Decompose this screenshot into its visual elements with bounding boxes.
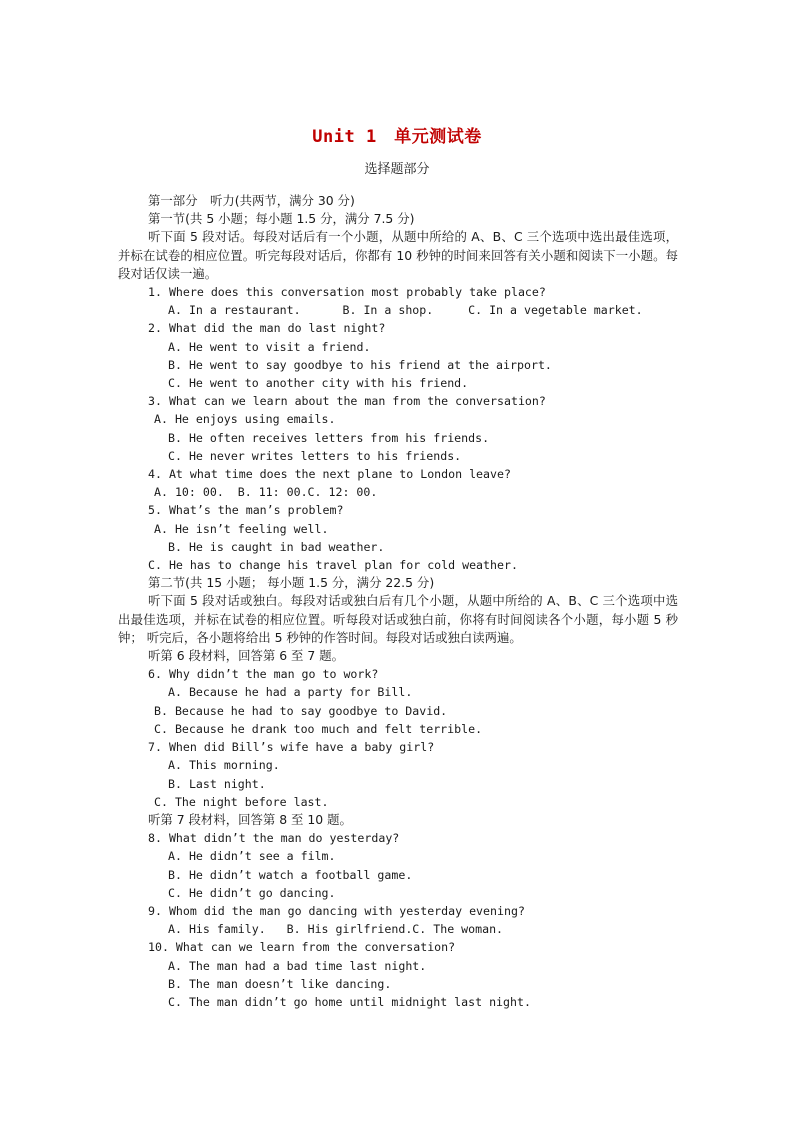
- part-heading: 第一部分 听力(共两节，满分 30 分): [148, 193, 355, 208]
- question-9-options: A. His family. B. His girlfriend.C. The woman.: [168, 922, 504, 937]
- question-8-option-a: A. He didn’t see a film.: [168, 849, 336, 864]
- question-4-options: A. 10: 00. B. 11: 00.C. 12: 00.: [154, 485, 378, 500]
- material-6-heading: 听第 6 段材料，回答第 6 至 7 题。: [148, 648, 344, 664]
- question-10-option-b: B. The man doesn’t like dancing.: [168, 976, 392, 991]
- question-2-option-b: B. He went to say goodbye to his friend at the airport.: [168, 357, 552, 372]
- question-2-option-c: C. He went to another city with his friend.: [168, 376, 469, 391]
- question-10: 10. What can we learn from the conversation?: [148, 940, 456, 955]
- question-5: 5. What’s the man’s problem?: [148, 503, 344, 518]
- question-1-options: A. In a restaurant. B. In a shop. C. In a vegetable market.: [168, 303, 643, 318]
- question-5-option-c: C. He has to change his travel plan for cold weather.: [148, 558, 518, 573]
- question-8-option-c: C. He didn’t go dancing.: [168, 885, 336, 900]
- question-5-option-a: A. He isn’t feeling well.: [154, 521, 329, 536]
- question-1: 1. Where does this conversation most probably take place?: [148, 285, 546, 300]
- page-title: Unit 1 单元测试卷: [312, 127, 482, 147]
- question-5-option-b: B. He is caught in bad weather.: [168, 539, 385, 554]
- question-8-option-b: B. He didn’t watch a football game.: [168, 867, 413, 882]
- question-6-option-b: B. Because he had to say goodbye to David.: [154, 703, 448, 718]
- question-7-option-a: A. This morning.: [168, 758, 280, 773]
- question-6-option-a: A. Because he had a party for Bill.: [168, 685, 413, 700]
- question-8: 8. What didn’t the man do yesterday?: [148, 831, 400, 846]
- section2-instructions: 听下面 5 段对话或独白。每段对话或独白后有几个小题，从题中所给的 A、B、C 三个选项中选出最佳选项，并标在试卷的相应位置。听每段对话或独白前，你将有时间阅读各个小题，每小题 5 秒钟； 听完后，各小题将给出 5 秒钟的作答时间。每段对话或独白读两遍。: [118, 593, 678, 645]
- question-4: 4. At what time does the next plane to London leave?: [148, 467, 511, 482]
- question-6-option-c: C. Because he drank too much and felt terrible.: [154, 721, 483, 736]
- question-10-option-c: C. The man didn’t go home until midnight last night.: [168, 994, 531, 1009]
- question-2-option-a: A. He went to visit a friend.: [168, 339, 371, 354]
- question-6: 6. Why didn’t the man go to work?: [148, 667, 379, 682]
- section1-heading: 第一节(共 5 小题；每小题 1.5 分，满分 7.5 分): [148, 211, 415, 227]
- question-10-option-a: A. The man had a bad time last night.: [168, 958, 427, 973]
- section2-heading: 第二节(共 15 小题； 每小题 1.5 分，满分 22.5 分): [148, 575, 435, 591]
- question-2: 2. What did the man do last night?: [148, 321, 386, 336]
- page-subtitle: 选择题部分: [364, 162, 430, 177]
- question-9: 9. Whom did the man go dancing with yesterday evening?: [148, 903, 525, 918]
- question-7: 7. When did Bill’s wife have a baby girl?: [148, 740, 435, 755]
- question-3-option-b: B. He often receives letters from his friends.: [168, 430, 490, 445]
- question-7-option-c: C. The night before last.: [154, 794, 329, 809]
- question-3-option-c: C. He never writes letters to his friends.: [168, 448, 462, 463]
- question-7-option-b: B. Last night.: [168, 776, 266, 791]
- exam-body: [118, 192, 678, 1011]
- section1-instructions: 听下面 5 段对话。每段对话后有一个小题，从题中所给的 A、B、C 三个选项中选出最佳选项，并标在试卷的相应位置。听完每段对话后，你都有 10 秒钟的时间来回答有关小题和阅读下一小题。每段对话仅读一遍。: [118, 229, 678, 281]
- question-3: 3. What can we learn about the man from the conversation?: [148, 394, 546, 409]
- material-7-heading: 听第 7 段材料，回答第 8 至 10 题。: [148, 811, 352, 827]
- question-3-option-a: A. He enjoys using emails.: [154, 412, 336, 427]
